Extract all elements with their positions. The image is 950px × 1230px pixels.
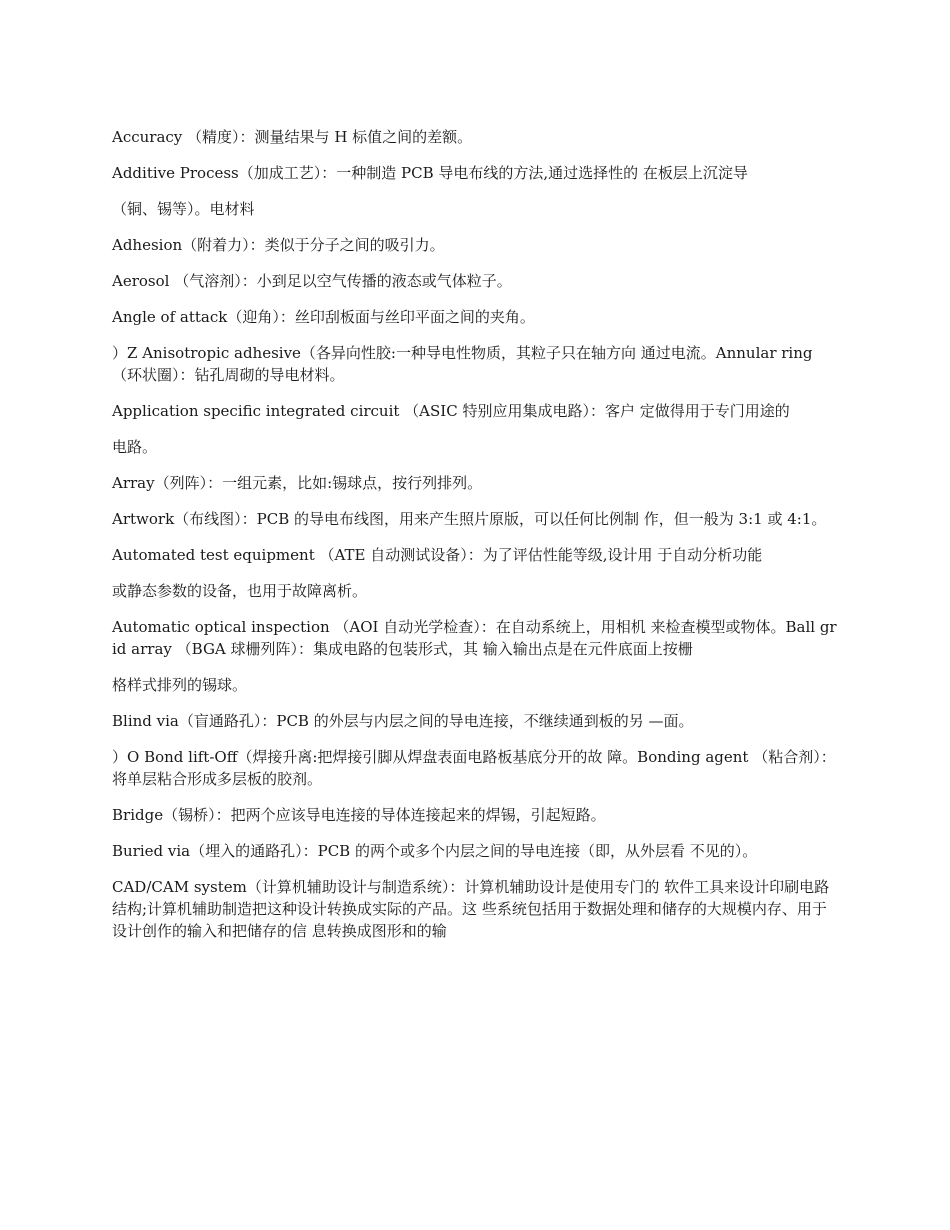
document-body (112, 126, 840, 956)
glossary-entry-bga-continued: 格样式排列的锡球。 (112, 676, 248, 694)
glossary-entry-bridge: Bridge（锡桥）：把两个应该导电连接的导体连接起来的焊锡，引起短路。 (112, 806, 606, 824)
glossary-entry-additive-process: Additive Process（加成工艺）：一种制造 PCB 导电布线的方法,通过选择性的 在板层上沉淀导 (112, 164, 748, 182)
glossary-entry-aerosol: Aerosol （气溶剂）：小到足以空气传播的液态或气体粒子。 (112, 272, 512, 290)
glossary-entry-additive-process-continued: （铜、锡等）。电材料 (112, 200, 255, 218)
glossary-entry-buried-via: Buried via（埋入的通路孔）：PCB 的两个或多个内层之间的导电连接（即，从外层看 不见的）。 (112, 842, 758, 860)
glossary-entry-angle-of-attack: Angle of attack（迎角）：丝印刮板面与丝印平面之间的夹角。 (112, 308, 535, 326)
glossary-entry-asic-continued: 电路。 (112, 438, 158, 456)
glossary-entry-ate-continued: 或静态参数的设备，也用于故障离析。 (112, 582, 368, 600)
glossary-entry-artwork: Artwork（布线图）：PCB 的导电布线图，用来产生照片原版，可以任何比例制 作，但一般为 3:1 或 4:1。 (112, 510, 827, 528)
glossary-entry-ate: Automated test equipment （ATE 自动测试设备）：为了评估性能等级,设计用 于自动分析功能 (112, 546, 763, 564)
glossary-entry-cad-cam: CAD/CAM system（计算机辅助设计与制造系统）：计算机辅助设计是使用专门的 软件工具来设计印刷电路结构;计算机辅助制造把这种设计转换成实际的产品。这 些系统包括用于数据处理和储存的大规模内存、用于设计创作的输入和把储存的信 息转换成图形和的输 (112, 878, 830, 940)
glossary-entry-blind-via: Blind via（盲通路孔）：PCB 的外层与内层之间的导电连接，不继续通到板的另 —面。 (112, 712, 694, 730)
glossary-entry-array: Array（列阵）：一组元素，比如:锡球点，按行列排列。 (112, 474, 483, 492)
glossary-entry-anisotropic-adhesive: ）Z Anisotropic adhesive（各异向性胶:一种导电性物质，其粒子只在轴方向 通过电流。Annular ring（环状圈）：钻孔周砌的导电材料。 (112, 344, 813, 384)
glossary-entry-aoi-bga: Automatic optical inspection （AOI 自动光学检查）：在自动系统上，用相机 来检查模型或物体。Ball grid array （BGA 球栅列阵）：集成电路的包装形式，其 输入输出点是在元件底面上按栅 (112, 618, 837, 658)
glossary-entry-adhesion: Adhesion（附着力）：类似于分子之间的吸引力。 (112, 236, 445, 254)
glossary-entry-bond-lift-off: ）O Bond lift-Off（焊接升离:把焊接引脚从焊盘表面电路板基底分开的故 障。Bonding agent （粘合剂）：将单层粘合形成多层板的胶剂。 (112, 748, 836, 788)
glossary-entry-accuracy: Accuracy （精度）：测量结果与 H 标值之间的差额。 (112, 128, 473, 146)
glossary-entry-asic: Application specific integrated circuit （ASIC 特别应用集成电路）：客户 定做得用于专门用途的 (112, 402, 790, 420)
